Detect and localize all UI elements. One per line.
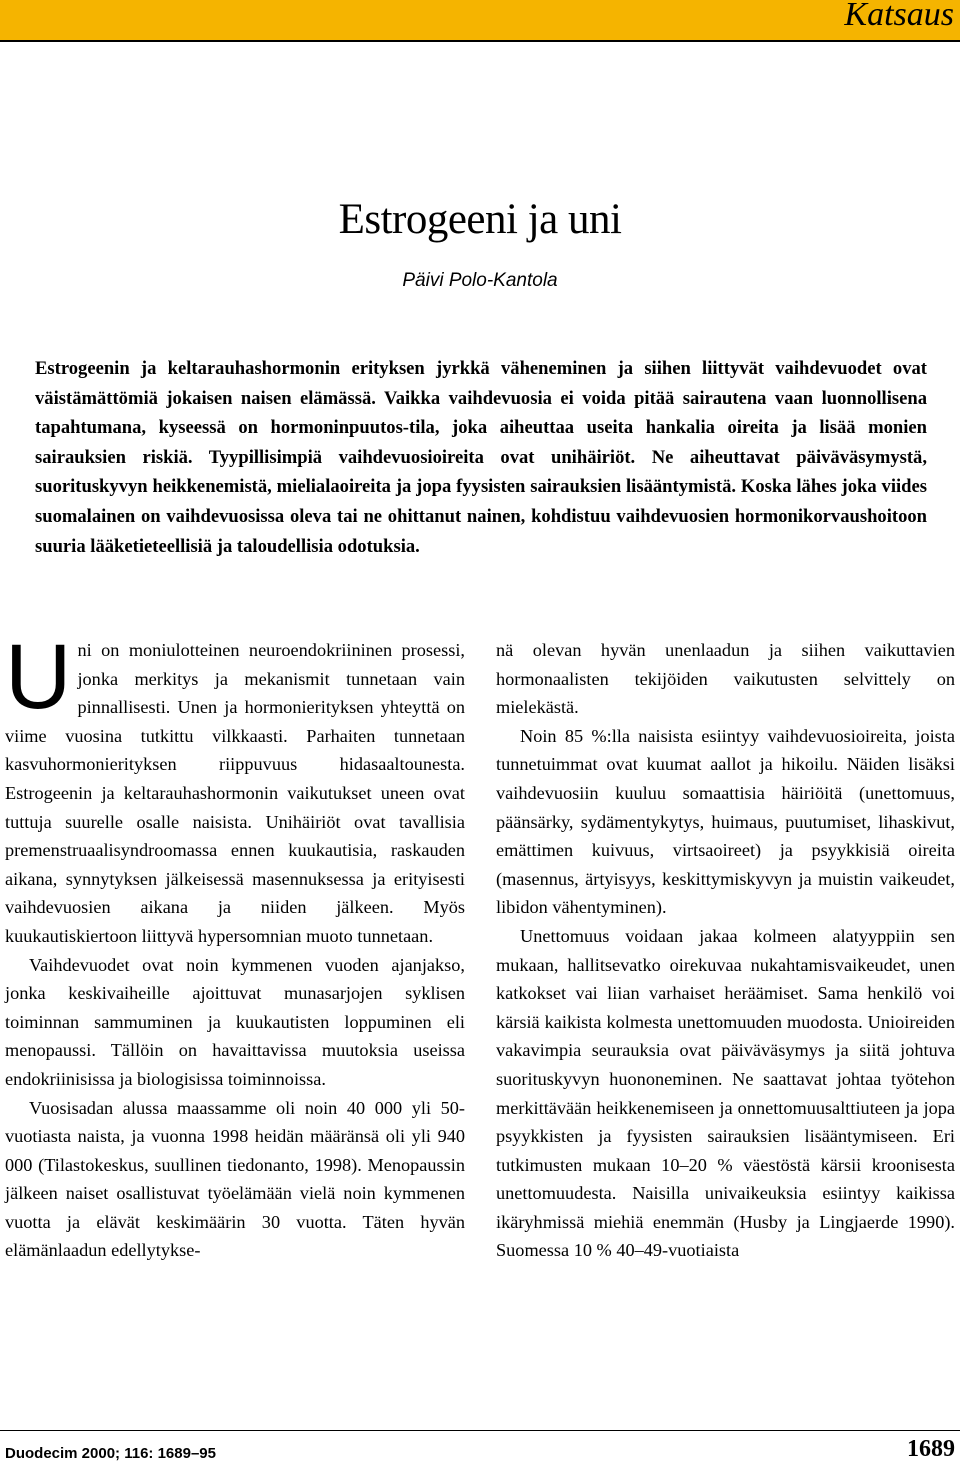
paragraph: Noin 85 %:lla naisista esiintyy vaihdevuosioireita, joista tunnetuimmat ovat kuumat aallot ja hikoilu. Näiden lisäksi vaihdevuosiin kuuluu somaattisia häiriöitä (unettomuus, päänsärky, sydämentykytys, huimaus, puutumiset, lihaskivut, emättimen kuivuus, virtsaoireet) ja psyykkisiä oireita (masennus, ärtyisyys, keskittymiskyvyn ja muistin vaikeudet, libidon vähentyminen). xyxy=(496,725,955,918)
section-label: Katsaus xyxy=(844,0,954,33)
drop-cap: U xyxy=(5,626,72,728)
left-column xyxy=(5,626,465,1265)
article-title: Estrogeeni ja uni xyxy=(338,196,622,243)
paragraph: Vuosisadan alussa maassamme oli noin 40 000 yli 50-vuotiasta naista, ja vuonna 1998 heidän määränsä oli yli 940 000 (Tilastokeskus, suullinen tiedonanto, 1998). Menopaussin jälkeen naiset osallistuvat työelämään vielä noin kymmenen vuotta ja elävät keskimäärin 30 vuotta. Täten hyvän elämänlaadun edellytykse- xyxy=(5,1097,465,1261)
paragraph xyxy=(5,626,465,951)
header-rule xyxy=(0,40,960,42)
footer-rule xyxy=(0,1430,960,1431)
paragraph: Unettomuus voidaan jakaa kolmeen alatyyppiin sen mukaan, hallitsevatko oirekuvaa nukahtamisvaikeudet, unen katkokset vai liian varhaiset heräämiset. Sama henkilö voi kärsiä kaikista kolmesta unettomuuden muodosta. Unioireiden vakavimpia seurauksia ovat päiväväsymys ja siitä johtuva suorituskyvyn huononeminen. Ne saattavat johtaa työtehon merkittävään heikkenemiseen ja onnettomuusalttiuteen ja jopa psyykkisten ja fyysisten sairauksien lisääntymiseen. Eri tutkimusten mukaan 10–20 % väestöstä kärsii kroonisesta unettomuudesta. Naisilla univaikeuksia esiintyy kaikissa ikäryhmissä miehiä enemmän (Husby ja Lingjaerde 1990). Suomessa 10 % 40–49-vuotiaista xyxy=(496,925,955,1261)
paragraph: Vaihdevuodet ovat noin kymmenen vuoden ajanjakso, jonka keskivaiheille ajoittuvat munasarjojen syklisen toiminnan sammuminen ja kuukautisten loppuminen eli menopaussi. Tällöin on havaittavissa muutoksia useissa endokriinisissa ja biologisissa toiminnoissa. xyxy=(5,954,465,1089)
article-abstract: Estrogeenin ja keltarauhashormonin erityksen jyrkkä väheneminen ja siihen liittyvät vaihdevuodet ovat väistämättömiä jokaisen naisen elämässä. Vaikka vaihdevuosia ei voida pitää sairautena vaan luonnollisena tapahtumana, kyseessä on hormoninpuutos-tila, joka aiheuttaa useita hankalia oireita ja lisää monien sairauksien riskiä. Tyypillisimpiä vaihdevuosioireita ovat unihäiriöt. Ne aiheuttavat päiväväsymystä, suorituskyvyn heikkenemistä, mielialaoireita ja jopa fyysisten sairauksien lisääntymistä. Koska lähes joka viides suomalainen on vaihdevuosissa oleva tai ne ohittanut nainen, kohdistuu vaihdevuosien hormonikorvaushoitoon suuria lääketieteellisiä ja taloudellisia odotuksia. xyxy=(35,358,927,557)
paragraph-text: ni on moniulotteinen neuroendokriininen prosessi, jonka merkitys ja mekanismit tunnetaan vain pinnallisesti. Unen ja hormonierityksen yhteyttä on viime vuosina tutkittu vilkkaasti. Parhaiten tunnetaan kasvuhormonierityksen riippuvuus hidasaaltounesta. Estrogeenin ja keltarauhashormonin vaikutukset uneen ovat tuttuja suurelle osalle naisista. Unihäiriöt ovat tavallisia premenstruaalisyndroomassa ennen kuukautisia, raskauden aikana, synnytyksen jälkeisessä masennuksessa ja erityisesti vaihdevuosien aikana ja niiden jälkeen. Myös kuukautiskiertoon liittyvä hypersomnian muoto tunnetaan. xyxy=(5,640,465,946)
journal-citation: Duodecim 2000; 116: 1689–95 xyxy=(5,1445,216,1462)
page-number: 1689 xyxy=(907,1436,955,1462)
section-header-bar xyxy=(0,0,960,40)
paragraph: nä olevan hyvän unenlaadun ja siihen vaikuttavien hormonaalisten tekijöiden vaikutusten selvittely on mielekästä. xyxy=(496,640,955,718)
article-author: Päivi Polo-Kantola xyxy=(402,270,558,291)
right-column xyxy=(496,636,955,1265)
